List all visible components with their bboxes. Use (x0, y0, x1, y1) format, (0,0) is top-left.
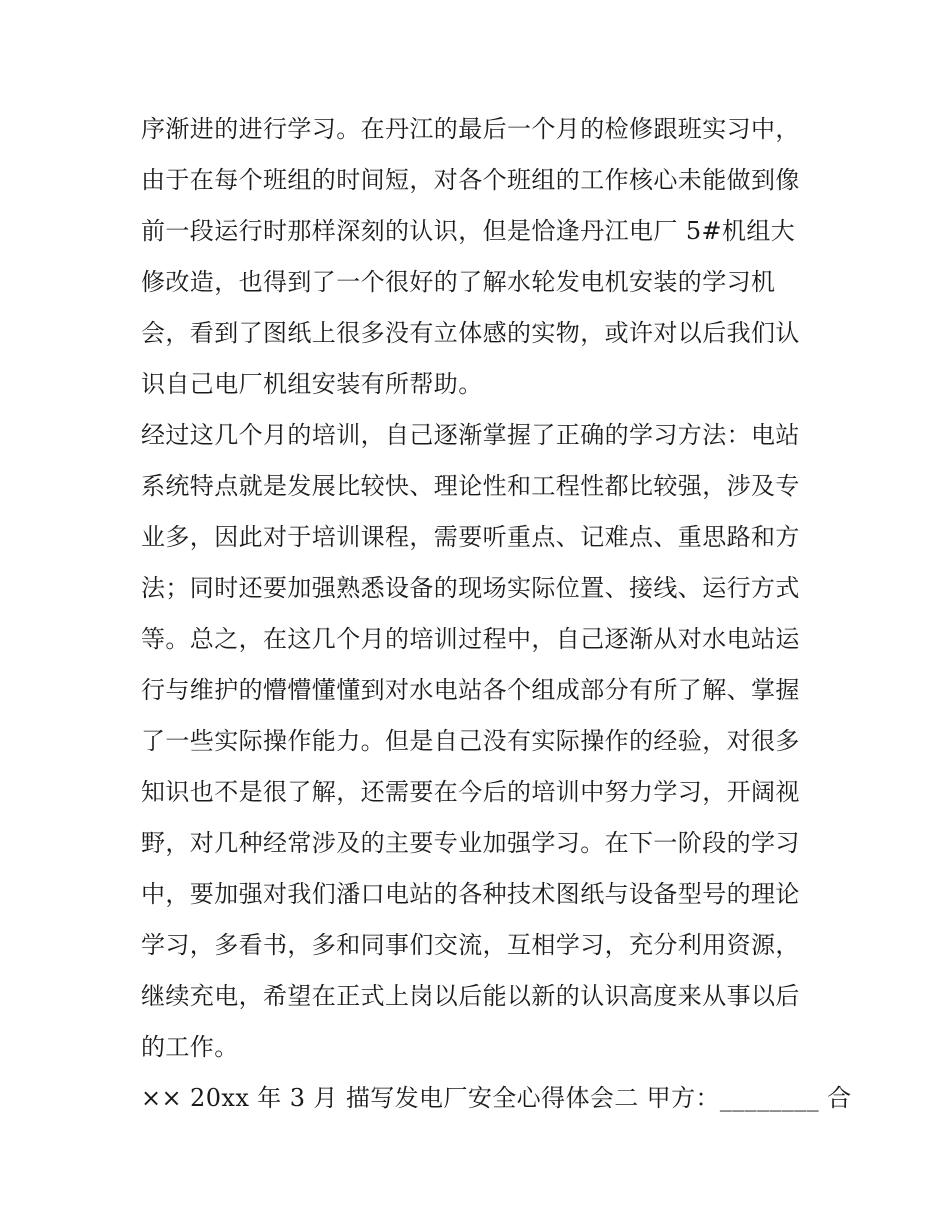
text-line: 修改造，也得到了一个很好的了解水轮发电机安装的学习机 (141, 268, 776, 296)
text-line: 继续充电，希望在正式上岗以后能以新的认识高度来从事以后 (141, 982, 800, 1010)
text-line: 法；同时还要加强熟悉设备的现场实际位置、接线、运行方式 (141, 574, 800, 602)
text-line: 由于在每个班组的时间短，对各个班组的工作核心未能做到像 (141, 166, 800, 194)
text-line: 行与维护的懵懵懂懂到对水电站各个组成部分有所了解、掌握 (141, 676, 800, 704)
text-line: 业多，因此对于培训课程，需要听重点、记难点、重思路和方 (141, 523, 800, 551)
text-line: 了一些实际操作能力。但是自己没有实际操作的经验，对很多 (141, 727, 800, 755)
text-line: 等。总之，在这几个月的培训过程中，自己逐渐从对水电站运 (141, 625, 800, 653)
text-line: 的工作。 (141, 1033, 239, 1061)
text-line: 知识也不是很了解，还需要在今后的培训中努力学习，开阔视 (141, 778, 800, 806)
text-line: 经过这几个月的培训，自己逐渐掌握了正确的学习方法：电站 (141, 421, 800, 449)
text-line: 前一段运行时那样深刻的认识，但是恰逢丹江电厂 5#机组大 (141, 217, 796, 245)
text-line: 野，对几种经常涉及的主要专业加强学习。在下一阶段的学习 (141, 829, 800, 857)
text-line: 学习，多看书，多和同事们交流，互相学习，充分利用资源， (141, 931, 800, 959)
text-line: 会，看到了图纸上很多没有立体感的实物，或许对以后我们认 (141, 319, 800, 347)
text-line: 识自己电厂机组安装有所帮助。 (141, 370, 483, 398)
text-line: 中，要加强对我们潘口电站的各种技术图纸与设备型号的理论 (141, 880, 800, 908)
text-line: 系统特点就是发展比较快、理论性和工程性都比较强，涉及专 (141, 472, 800, 500)
body-text (141, 104, 852, 1124)
text-line: 序渐进的进行学习。在丹江的最后一个月的检修跟班实习中， (141, 115, 800, 143)
text-line: ×× 20xx 年 3 月 描写发电厂安全心得体会二 甲方：________ 合 (141, 1084, 852, 1112)
